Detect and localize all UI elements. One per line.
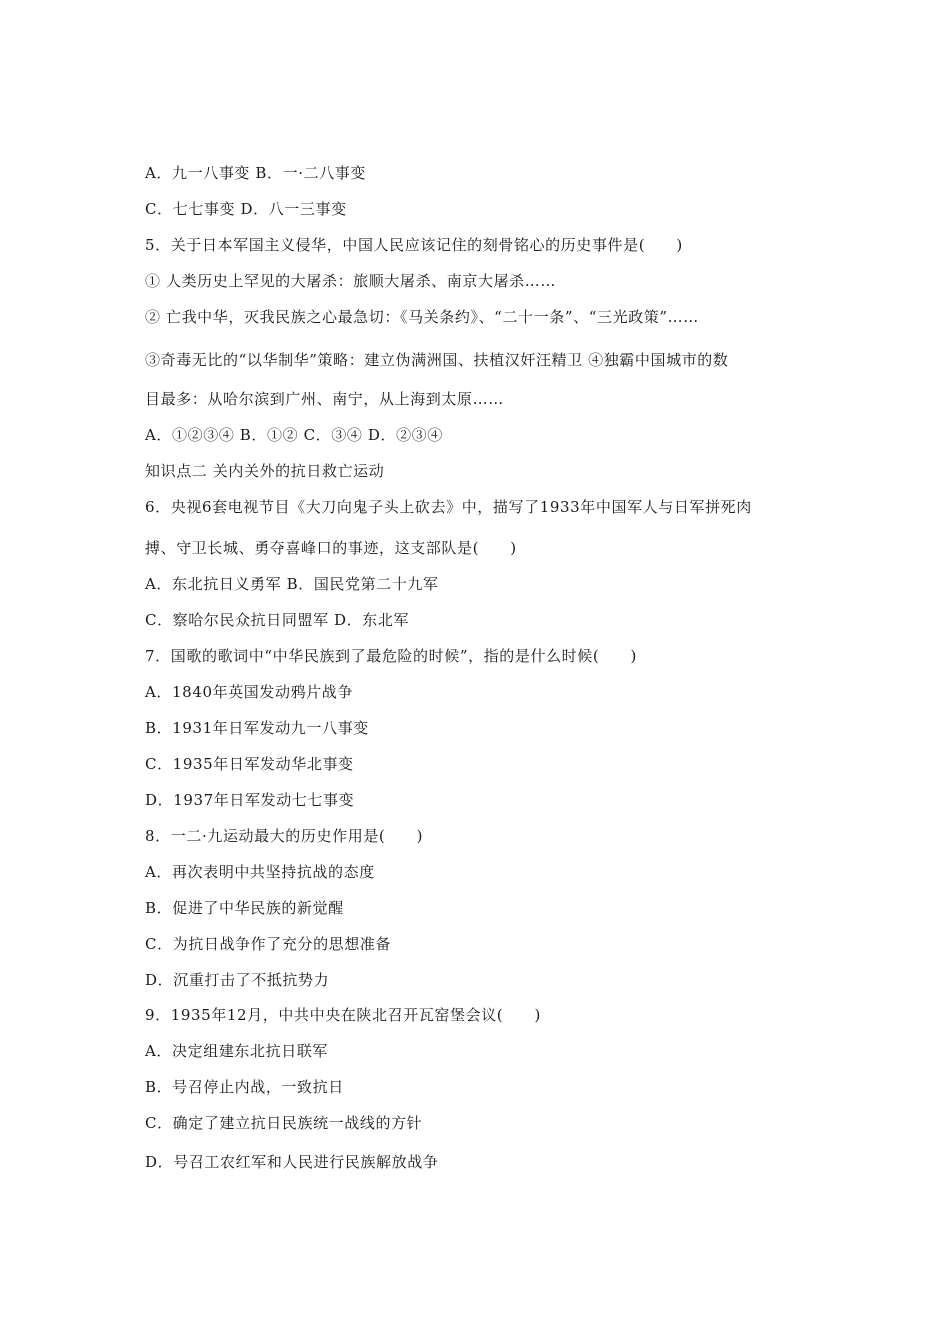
q8-option-d: D．沉重打击了不抵抗势力: [145, 971, 330, 989]
q7-option-d: D．1937年日军发动七七事变: [145, 791, 355, 809]
q6-stem-cont: 搏、守卫长城、勇夺喜峰口的事迹，这支部队是( ): [145, 539, 517, 557]
q7-option-c: C．1935年日军发动华北事变: [145, 755, 354, 773]
q7-option-a: A．1840年英国发动鸦片战争: [145, 683, 354, 701]
q9-option-c: C．确定了建立抗日民族统一战线的方针: [145, 1114, 423, 1132]
q7-option-b: B．1931年日军发动九一八事变: [145, 719, 369, 737]
q9-option-d: D．号召工农红军和人民进行民族解放战争: [145, 1153, 439, 1171]
q5-stem: 5．关于日本军国主义侵华，中国人民应该记住的刻骨铭心的历史事件是( ): [145, 236, 683, 254]
q6-options-cd: C．察哈尔民众抗日同盟军 D．东北军: [145, 611, 410, 629]
q9-option-a: A．决定组建东北抗日联军: [145, 1042, 329, 1060]
q5-item-4-cont: 目最多：从哈尔滨到广州、南宁，从上海到太原……: [145, 390, 504, 408]
q5-item-3-4: ③奇毒无比的“以华制华”策略：建立伪满洲国、扶植汉奸汪精卫 ④独霸中国城市的数: [145, 351, 729, 369]
q4-options-ab: A．九一八事变 B．一·二八事变: [145, 164, 366, 182]
q5-item-2: ② 亡我中华，灭我民族之心最急切：《马关条约》、“二十一条”、“三光政策”……: [145, 308, 699, 326]
q7-stem: 7．国歌的歌词中“中华民族到了最危险的时候”，指的是什么时候( ): [145, 647, 637, 665]
q6-options-ab: A．东北抗日义勇军 B．国民党第二十九军: [145, 575, 439, 593]
q9-option-b: B．号召停止内战，一致抗日: [145, 1078, 344, 1096]
q5-item-1: ① 人类历史上罕见的大屠杀：旅顺大屠杀、南京大屠杀……: [145, 272, 556, 290]
q9-stem: 9．1935年12月，中共中央在陕北召开瓦窑堡会议( ): [145, 1006, 541, 1024]
q8-option-c: C．为抗日战争作了充分的思想准备: [145, 935, 392, 953]
q8-option-a: A．再次表明中共坚持抗战的态度: [145, 863, 375, 881]
q5-options: A．①②③④ B．①② C．③④ D．②③④: [145, 426, 443, 444]
section-heading: 知识点二 关内关外的抗日救亡运动: [145, 462, 385, 480]
q8-stem: 8．一二·九运动最大的历史作用是( ): [145, 827, 424, 845]
q6-stem: 6．央视6套电视节目《大刀向鬼子头上砍去》中，描写了1933年中国军人与日军拼死肉: [145, 498, 752, 516]
q8-option-b: B．促进了中华民族的新觉醒: [145, 899, 344, 917]
q4-options-cd: C．七七事变 D．八一三事变: [145, 200, 347, 218]
